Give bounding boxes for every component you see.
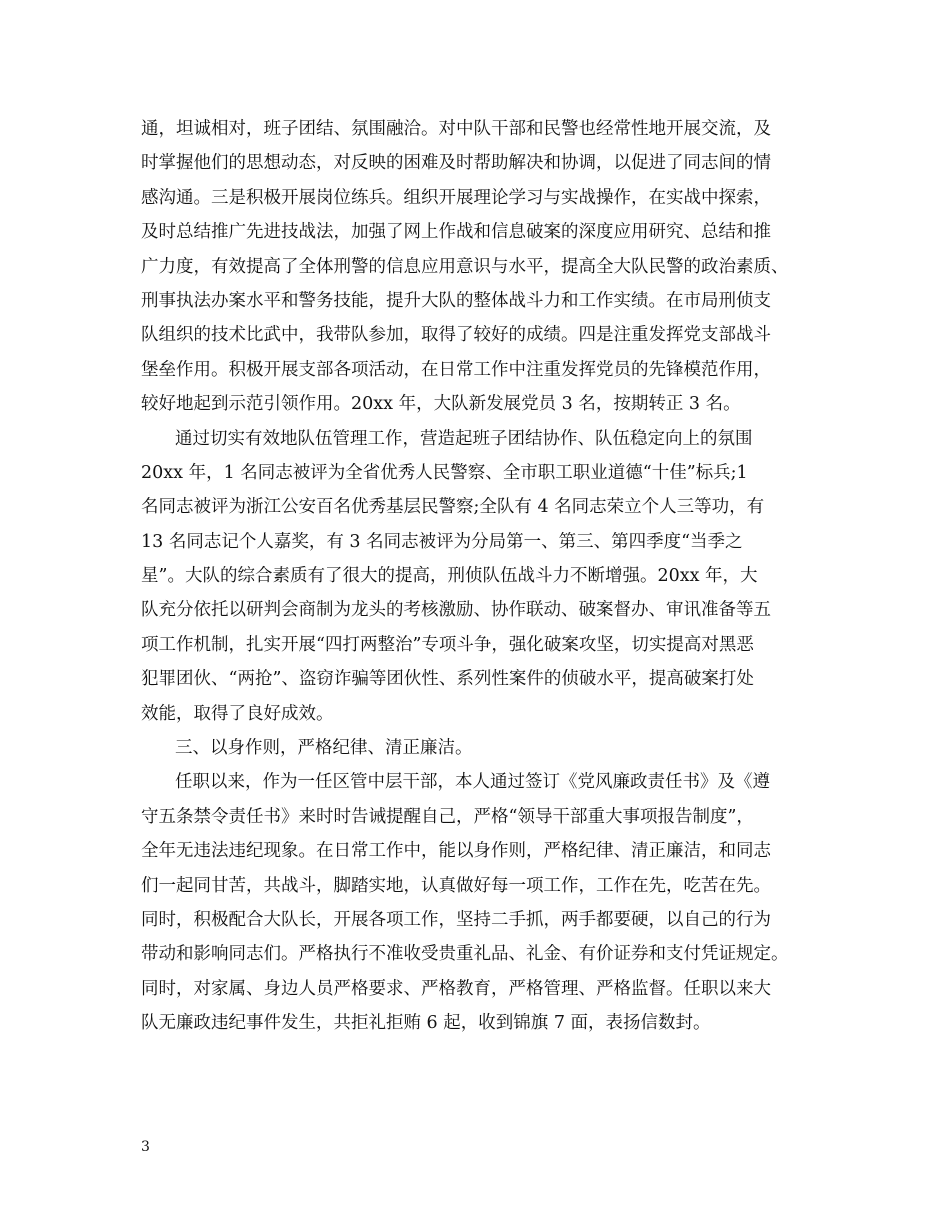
text-line: 通过切实有效地队伍管理工作，营造起班子团结协作、队伍稳定向上的氛围 (175, 428, 753, 449)
text-line: 名同志被评为浙江公安百名优秀基层民警察;全队有 4 名同志荣立个人三等功，有 (141, 497, 765, 518)
text-line: 及时总结推广先进技战法，加强了网上作战和信息破案的深度应用研究、总结和推 (141, 222, 771, 243)
text-line: 13 名同志记个人嘉奖，有 3 名同志被评为分局第一、第三、第四季度“当季之 (141, 531, 743, 552)
text-line: 犯罪团伙、“两抢”、盗窃诈骗等团伙性、系列性案件的侦破水平，提高破案打处 (141, 669, 754, 690)
text-line: 刑事执法办案水平和警务技能，提升大队的整体战斗力和工作实绩。在市局刑侦支 (141, 290, 771, 311)
text-line: 全年无违法违纪现象。在日常工作中，能以身作则，严格纪律、清正廉洁，和同志 (141, 841, 771, 862)
text-line: 带动和影响同志们。严格执行不准收受贵重礼品、礼金、有价证券和支付凭证规定。 (141, 944, 789, 965)
text-line: 星”。大队的综合素质有了很大的提高，刑侦队伍战斗力不断增强。20xx 年，大 (141, 566, 758, 587)
text-line: 较好地起到示范引领作用。20xx 年，大队新发展党员 3 名，按期转正 3 名。 (141, 394, 741, 415)
text-line: 们一起同甘苦，共战斗，脚踏实地，认真做好每一项工作，工作在先，吃苦在先。 (141, 875, 771, 896)
text-line: 队组织的技术比武中，我带队参加，取得了较好的成绩。四是注重发挥党支部战斗 (141, 325, 771, 346)
text-line: 时掌握他们的思想动态，对反映的困难及时帮助解决和协调，以促进了同志间的情 (141, 153, 771, 174)
text-line: 守五条禁令责任书》来时时告诫提醒自己，严格“领导干部重大事项报告制度”， (141, 806, 754, 827)
text-line: 通，坦诚相对，班子团结、氛围融洽。对中队干部和民警也经常性地开展交流，及 (141, 119, 771, 139)
document-body (141, 112, 821, 1041)
text-line: 同时，积极配合大队长，开展各项工作，坚持二手抓，两手都要硬，以自己的行为 (141, 909, 771, 930)
text-line: 感沟通。三是积极开展岗位练兵。组织开展理论学习与实战操作，在实战中探索， (141, 187, 771, 208)
text-line: 效能，取得了良好成效。 (141, 703, 334, 724)
text-line: 项工作机制，扎实开展“四打两整治”专项斗争，强化破案攻坚，切实提高对黑恶 (141, 634, 754, 655)
text-line: 队无廉政违纪事件发生，共拒礼拒贿 6 起，收到锦旗 7 面，表扬信数封。 (141, 1013, 711, 1034)
text-line: 队充分依托以研判会商制为龙头的考核激励、协作联动、破案督办、审讯准备等五 (141, 600, 771, 621)
page-number: 3 (141, 1139, 150, 1155)
text-line: 堡垒作用。积极开展支部各项活动，在日常工作中注重发挥党员的先锋模范作用， (141, 359, 771, 380)
text-line: 三、以身作则，严格纪律、清正廉洁。 (175, 738, 473, 759)
text-line: 任职以来，作为一任区管中层干部，本人通过签订《党风廉政责任书》及《遵 (175, 772, 770, 793)
text-line: 同时，对家属、身边人员严格要求、严格教育，严格管理、严格监督。任职以来大 (141, 978, 771, 999)
text-line: 广力度，有效提高了全体刑警的信息应用意识与水平，提高全大队民警的政治素质、 (141, 256, 789, 277)
text-line: 20xx 年，1 名同志被评为全省优秀人民警察、全市职工职业道德“十佳”标兵;1 (141, 462, 748, 483)
